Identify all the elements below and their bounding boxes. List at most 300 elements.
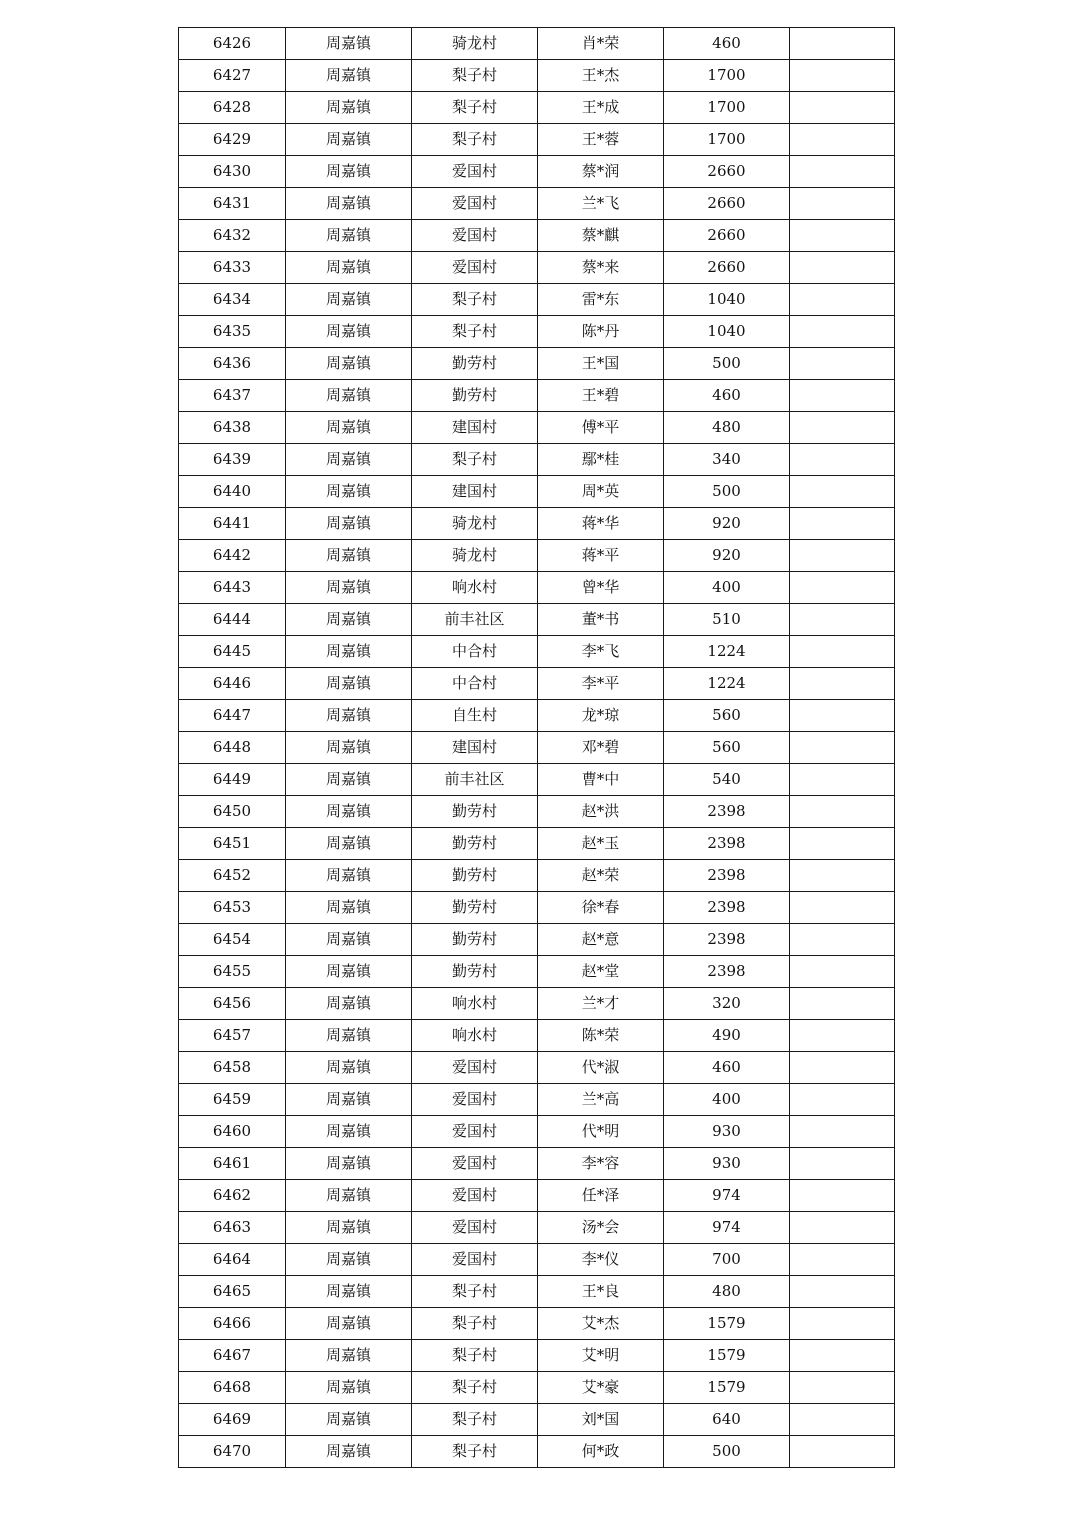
village-cell: 勤劳村 [412,860,538,892]
serial-number-cell: 6466 [179,1308,286,1340]
remark-cell [790,1052,895,1084]
town-cell: 周嘉镇 [286,444,412,476]
name-cell: 龙*琼 [538,700,664,732]
table-row [179,700,895,732]
amount-cell: 974 [664,1180,790,1212]
name-cell: 任*泽 [538,1180,664,1212]
name-cell: 蔡*麒 [538,220,664,252]
table-body [179,28,895,1468]
table-row [179,60,895,92]
town-cell: 周嘉镇 [286,604,412,636]
table-row [179,860,895,892]
remark-cell [790,252,895,284]
village-cell: 梨子村 [412,1436,538,1468]
name-cell: 鄢*桂 [538,444,664,476]
serial-number-cell: 6457 [179,1020,286,1052]
town-cell: 周嘉镇 [286,220,412,252]
amount-cell: 560 [664,732,790,764]
name-cell: 周*英 [538,476,664,508]
name-cell: 兰*才 [538,988,664,1020]
remark-cell [790,796,895,828]
serial-number-cell: 6439 [179,444,286,476]
remark-cell [790,348,895,380]
name-cell: 蒋*平 [538,540,664,572]
amount-cell: 500 [664,1436,790,1468]
town-cell: 周嘉镇 [286,28,412,60]
serial-number-cell: 6450 [179,796,286,828]
village-cell: 爱国村 [412,252,538,284]
table-row [179,540,895,572]
name-cell: 王*碧 [538,380,664,412]
amount-cell: 2398 [664,956,790,988]
remark-cell [790,1340,895,1372]
name-cell: 赵*堂 [538,956,664,988]
town-cell: 周嘉镇 [286,188,412,220]
town-cell: 周嘉镇 [286,1372,412,1404]
town-cell: 周嘉镇 [286,572,412,604]
table-row [179,1212,895,1244]
amount-cell: 560 [664,700,790,732]
village-cell: 爱国村 [412,1212,538,1244]
remark-cell [790,60,895,92]
village-cell: 响水村 [412,988,538,1020]
name-cell: 徐*春 [538,892,664,924]
serial-number-cell: 6448 [179,732,286,764]
village-cell: 勤劳村 [412,828,538,860]
name-cell: 赵*洪 [538,796,664,828]
remark-cell [790,1372,895,1404]
remark-cell [790,1180,895,1212]
remark-cell [790,540,895,572]
table-row [179,828,895,860]
name-cell: 何*政 [538,1436,664,1468]
serial-number-cell: 6443 [179,572,286,604]
village-cell: 爱国村 [412,1180,538,1212]
name-cell: 王*成 [538,92,664,124]
table-row [179,1116,895,1148]
name-cell: 李*平 [538,668,664,700]
remark-cell [790,956,895,988]
town-cell: 周嘉镇 [286,60,412,92]
serial-number-cell: 6428 [179,92,286,124]
town-cell: 周嘉镇 [286,956,412,988]
remark-cell [790,892,895,924]
remark-cell [790,732,895,764]
serial-number-cell: 6467 [179,1340,286,1372]
serial-number-cell: 6445 [179,636,286,668]
remark-cell [790,572,895,604]
serial-number-cell: 6427 [179,60,286,92]
serial-number-cell: 6459 [179,1084,286,1116]
remark-cell [790,604,895,636]
name-cell: 兰*高 [538,1084,664,1116]
town-cell: 周嘉镇 [286,1052,412,1084]
amount-cell: 1579 [664,1308,790,1340]
amount-cell: 920 [664,508,790,540]
village-cell: 爱国村 [412,1116,538,1148]
serial-number-cell: 6426 [179,28,286,60]
amount-cell: 974 [664,1212,790,1244]
village-cell: 中合村 [412,636,538,668]
town-cell: 周嘉镇 [286,668,412,700]
serial-number-cell: 6452 [179,860,286,892]
remark-cell [790,1308,895,1340]
table-row [179,1020,895,1052]
village-cell: 勤劳村 [412,380,538,412]
name-cell: 艾*明 [538,1340,664,1372]
town-cell: 周嘉镇 [286,764,412,796]
table-row [179,124,895,156]
remark-cell [790,284,895,316]
serial-number-cell: 6463 [179,1212,286,1244]
town-cell: 周嘉镇 [286,1084,412,1116]
amount-cell: 1700 [664,124,790,156]
table-row [179,1148,895,1180]
serial-number-cell: 6429 [179,124,286,156]
village-cell: 响水村 [412,1020,538,1052]
table-row [179,668,895,700]
table-row [179,1180,895,1212]
name-cell: 董*书 [538,604,664,636]
village-cell: 爱国村 [412,1084,538,1116]
village-cell: 建国村 [412,412,538,444]
village-cell: 骑龙村 [412,508,538,540]
name-cell: 雷*东 [538,284,664,316]
town-cell: 周嘉镇 [286,252,412,284]
amount-cell: 400 [664,572,790,604]
amount-cell: 480 [664,412,790,444]
village-cell: 梨子村 [412,124,538,156]
name-cell: 陈*丹 [538,316,664,348]
table-row [179,348,895,380]
amount-cell: 2660 [664,156,790,188]
village-cell: 梨子村 [412,1276,538,1308]
town-cell: 周嘉镇 [286,924,412,956]
name-cell: 代*明 [538,1116,664,1148]
village-cell: 爱国村 [412,156,538,188]
serial-number-cell: 6433 [179,252,286,284]
name-cell: 李*容 [538,1148,664,1180]
name-cell: 代*淑 [538,1052,664,1084]
serial-number-cell: 6470 [179,1436,286,1468]
name-cell: 赵*意 [538,924,664,956]
name-cell: 李*飞 [538,636,664,668]
village-cell: 梨子村 [412,60,538,92]
remark-cell [790,764,895,796]
village-cell: 爱国村 [412,1244,538,1276]
amount-cell: 2398 [664,828,790,860]
serial-number-cell: 6464 [179,1244,286,1276]
table-row [179,732,895,764]
table-row [179,1308,895,1340]
table-row [179,636,895,668]
village-cell: 爱国村 [412,1148,538,1180]
name-cell: 刘*国 [538,1404,664,1436]
amount-cell: 2398 [664,924,790,956]
serial-number-cell: 6441 [179,508,286,540]
name-cell: 王*蓉 [538,124,664,156]
remark-cell [790,924,895,956]
table-row [179,444,895,476]
town-cell: 周嘉镇 [286,1436,412,1468]
town-cell: 周嘉镇 [286,1340,412,1372]
table-row [179,508,895,540]
serial-number-cell: 6432 [179,220,286,252]
table-row [179,1244,895,1276]
name-cell: 王*国 [538,348,664,380]
remark-cell [790,700,895,732]
village-cell: 梨子村 [412,316,538,348]
remark-cell [790,412,895,444]
remark-cell [790,220,895,252]
serial-number-cell: 6469 [179,1404,286,1436]
name-cell: 曾*华 [538,572,664,604]
village-cell: 勤劳村 [412,796,538,828]
serial-number-cell: 6434 [179,284,286,316]
town-cell: 周嘉镇 [286,156,412,188]
town-cell: 周嘉镇 [286,636,412,668]
town-cell: 周嘉镇 [286,92,412,124]
village-cell: 自生村 [412,700,538,732]
serial-number-cell: 6444 [179,604,286,636]
table-row [179,604,895,636]
table-row [179,956,895,988]
name-cell: 蒋*华 [538,508,664,540]
table-row [179,988,895,1020]
amount-cell: 640 [664,1404,790,1436]
town-cell: 周嘉镇 [286,1308,412,1340]
village-cell: 爱国村 [412,1052,538,1084]
amount-cell: 1700 [664,92,790,124]
table-row [179,284,895,316]
amount-cell: 1579 [664,1372,790,1404]
table-row [179,28,895,60]
remark-cell [790,1244,895,1276]
town-cell: 周嘉镇 [286,412,412,444]
amount-cell: 1700 [664,60,790,92]
amount-cell: 460 [664,1052,790,1084]
name-cell: 赵*荣 [538,860,664,892]
name-cell: 傅*平 [538,412,664,444]
village-cell: 建国村 [412,476,538,508]
table-row [179,188,895,220]
remark-cell [790,1276,895,1308]
village-cell: 骑龙村 [412,540,538,572]
town-cell: 周嘉镇 [286,828,412,860]
remark-cell [790,1148,895,1180]
village-cell: 梨子村 [412,444,538,476]
serial-number-cell: 6456 [179,988,286,1020]
serial-number-cell: 6437 [179,380,286,412]
village-cell: 勤劳村 [412,924,538,956]
remark-cell [790,1212,895,1244]
amount-cell: 500 [664,476,790,508]
name-cell: 曹*中 [538,764,664,796]
remark-cell [790,636,895,668]
table-row [179,476,895,508]
table-row [179,764,895,796]
village-cell: 中合村 [412,668,538,700]
amount-cell: 1579 [664,1340,790,1372]
serial-number-cell: 6453 [179,892,286,924]
table-row [179,924,895,956]
name-cell: 赵*玉 [538,828,664,860]
village-cell: 梨子村 [412,1404,538,1436]
town-cell: 周嘉镇 [286,1404,412,1436]
remark-cell [790,1084,895,1116]
serial-number-cell: 6460 [179,1116,286,1148]
remark-cell [790,1020,895,1052]
remark-cell [790,444,895,476]
town-cell: 周嘉镇 [286,124,412,156]
remark-cell [790,508,895,540]
table-row [179,1404,895,1436]
table-row [179,412,895,444]
amount-cell: 490 [664,1020,790,1052]
town-cell: 周嘉镇 [286,284,412,316]
name-cell: 兰*飞 [538,188,664,220]
name-cell: 邓*碧 [538,732,664,764]
town-cell: 周嘉镇 [286,476,412,508]
table-row [179,92,895,124]
name-cell: 王*良 [538,1276,664,1308]
amount-cell: 340 [664,444,790,476]
town-cell: 周嘉镇 [286,316,412,348]
serial-number-cell: 6455 [179,956,286,988]
amount-cell: 2398 [664,860,790,892]
town-cell: 周嘉镇 [286,700,412,732]
village-cell: 梨子村 [412,1340,538,1372]
amount-cell: 400 [664,1084,790,1116]
town-cell: 周嘉镇 [286,1020,412,1052]
table-row [179,380,895,412]
town-cell: 周嘉镇 [286,732,412,764]
table-row [179,796,895,828]
amount-cell: 480 [664,1276,790,1308]
table-row [179,316,895,348]
remark-cell [790,316,895,348]
amount-cell: 2660 [664,220,790,252]
table-row [179,892,895,924]
amount-cell: 540 [664,764,790,796]
village-cell: 爱国村 [412,220,538,252]
town-cell: 周嘉镇 [286,1212,412,1244]
village-cell: 响水村 [412,572,538,604]
serial-number-cell: 6461 [179,1148,286,1180]
table-row [179,1340,895,1372]
remark-cell [790,1404,895,1436]
amount-cell: 930 [664,1116,790,1148]
remark-cell [790,380,895,412]
village-cell: 前丰社区 [412,604,538,636]
amount-cell: 1040 [664,316,790,348]
serial-number-cell: 6449 [179,764,286,796]
serial-number-cell: 6465 [179,1276,286,1308]
table-row [179,1052,895,1084]
remark-cell [790,188,895,220]
village-cell: 梨子村 [412,1308,538,1340]
table-row [179,156,895,188]
village-cell: 勤劳村 [412,892,538,924]
serial-number-cell: 6451 [179,828,286,860]
amount-cell: 500 [664,348,790,380]
table-row [179,1372,895,1404]
serial-number-cell: 6442 [179,540,286,572]
town-cell: 周嘉镇 [286,796,412,828]
town-cell: 周嘉镇 [286,1244,412,1276]
table-row [179,1084,895,1116]
amount-cell: 510 [664,604,790,636]
town-cell: 周嘉镇 [286,1276,412,1308]
serial-number-cell: 6430 [179,156,286,188]
town-cell: 周嘉镇 [286,892,412,924]
village-cell: 梨子村 [412,92,538,124]
serial-number-cell: 6436 [179,348,286,380]
serial-number-cell: 6435 [179,316,286,348]
name-cell: 蔡*来 [538,252,664,284]
name-cell: 肖*荣 [538,28,664,60]
remark-cell [790,828,895,860]
serial-number-cell: 6440 [179,476,286,508]
name-cell: 陈*荣 [538,1020,664,1052]
amount-cell: 2660 [664,252,790,284]
amount-cell: 1224 [664,636,790,668]
serial-number-cell: 6447 [179,700,286,732]
remark-cell [790,156,895,188]
remark-cell [790,668,895,700]
name-cell: 王*杰 [538,60,664,92]
town-cell: 周嘉镇 [286,508,412,540]
town-cell: 周嘉镇 [286,1180,412,1212]
amount-cell: 1040 [664,284,790,316]
village-cell: 建国村 [412,732,538,764]
serial-number-cell: 6454 [179,924,286,956]
village-cell: 前丰社区 [412,764,538,796]
name-cell: 艾*豪 [538,1372,664,1404]
table-row [179,572,895,604]
village-cell: 梨子村 [412,284,538,316]
village-cell: 骑龙村 [412,28,538,60]
table-row [179,220,895,252]
amount-cell: 320 [664,988,790,1020]
amount-cell: 2660 [664,188,790,220]
remark-cell [790,1436,895,1468]
village-cell: 梨子村 [412,1372,538,1404]
amount-cell: 2398 [664,796,790,828]
name-cell: 艾*杰 [538,1308,664,1340]
remark-cell [790,860,895,892]
town-cell: 周嘉镇 [286,1116,412,1148]
town-cell: 周嘉镇 [286,380,412,412]
table-row [179,252,895,284]
town-cell: 周嘉镇 [286,1148,412,1180]
amount-cell: 930 [664,1148,790,1180]
amount-cell: 460 [664,28,790,60]
serial-number-cell: 6446 [179,668,286,700]
name-cell: 汤*会 [538,1212,664,1244]
remark-cell [790,124,895,156]
town-cell: 周嘉镇 [286,348,412,380]
amount-cell: 2398 [664,892,790,924]
village-cell: 爱国村 [412,188,538,220]
remark-cell [790,92,895,124]
serial-number-cell: 6462 [179,1180,286,1212]
serial-number-cell: 6438 [179,412,286,444]
village-cell: 勤劳村 [412,956,538,988]
name-cell: 李*仪 [538,1244,664,1276]
serial-number-cell: 6458 [179,1052,286,1084]
amount-cell: 920 [664,540,790,572]
